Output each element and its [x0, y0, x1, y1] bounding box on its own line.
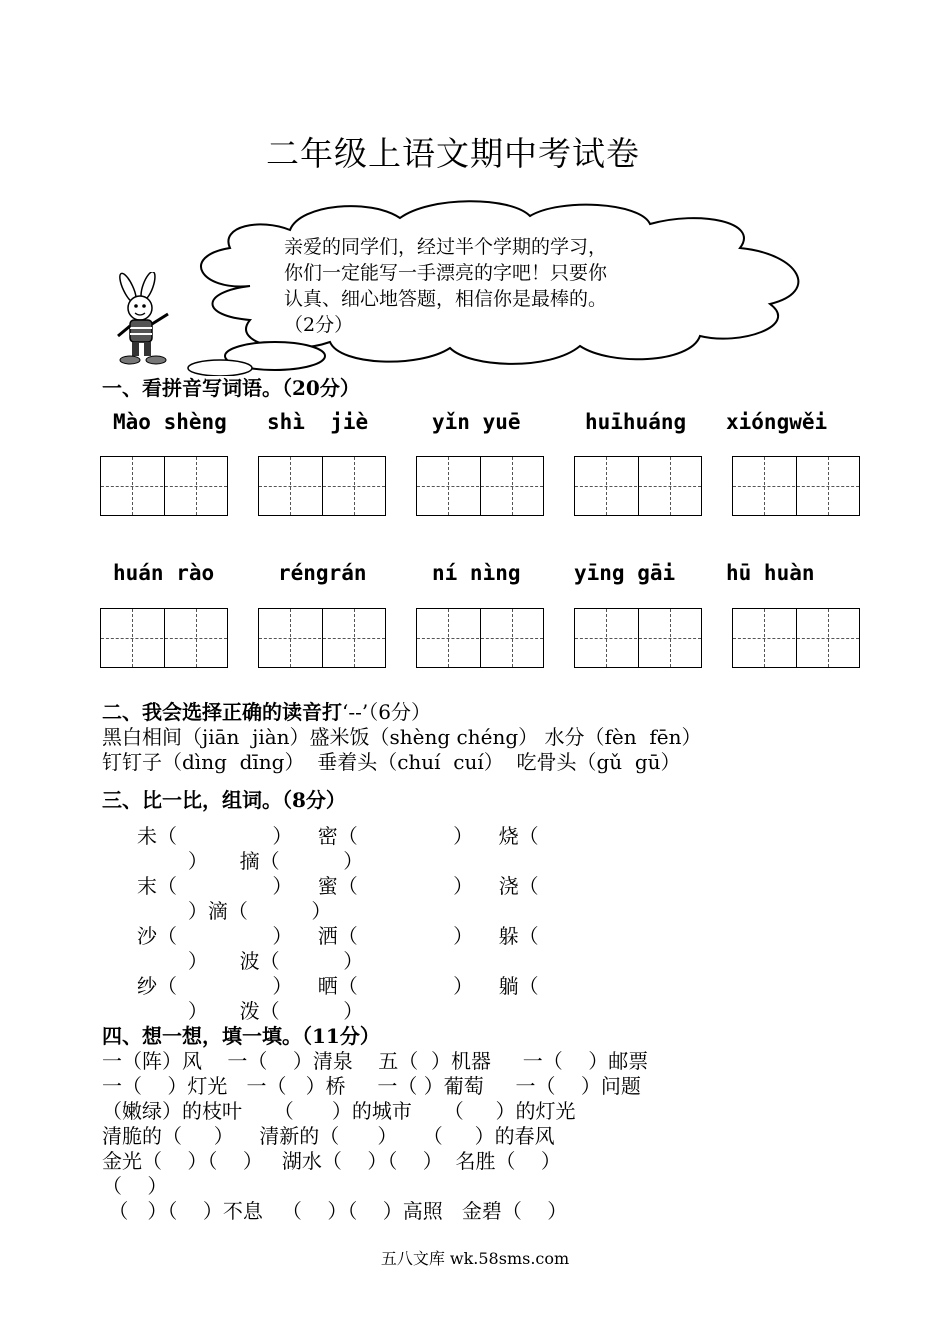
section3-line: ） 摘（ ） [137, 849, 364, 873]
section3-heading: 三、比一比，组词。（8分） [102, 788, 346, 812]
intro-line: 亲爱的同学们，经过半个学期的学习， [284, 236, 608, 258]
section4-line: 清脆的（ ） 清新的（ ） （ ）的春风 [102, 1124, 555, 1148]
footer-watermark: 五八文库 wk.58sms.com [380, 1249, 570, 1268]
writing-grid[interactable] [258, 456, 386, 516]
section3-line: 沙（ ） 洒（ ） 躲（ [137, 924, 539, 948]
pinyin-label: Mào shèng [113, 410, 227, 434]
pinyin-label: ní nìng [432, 561, 521, 585]
intro-line: （2分） [284, 314, 354, 336]
section1-heading: 一、看拼音写词语。（20分） [102, 376, 360, 400]
section4-line: 一（ ）灯光 一（ ）桥 一（ ）葡萄 一（ ）问题 [102, 1074, 641, 1098]
section3-line: ） 泼（ ） [137, 999, 364, 1023]
pinyin-label: yǐn yuē [432, 410, 521, 434]
writing-grid[interactable] [732, 608, 860, 668]
writing-grid[interactable] [100, 608, 228, 668]
section4-line: 一（阵）风 一（ ）清泉 五（ ）机器 一（ ）邮票 [102, 1049, 649, 1073]
pinyin-label: shì jiè [267, 410, 369, 434]
section2-line: 钉钉子（dìng dīng） 垂着头（chuí cuí） 吃骨头（gǔ gū） [102, 750, 681, 774]
rabbit-illustration [108, 272, 182, 366]
section2-line: 黑白相间（jiān jiàn）盛米饭（shèng chéng） 水分（fèn fēn） [102, 725, 702, 749]
intro-message [284, 234, 684, 338]
writing-grid[interactable] [258, 608, 386, 668]
section2-heading-bold: 二、我会选择正确的读音打 [102, 700, 342, 724]
writing-grid[interactable] [574, 456, 702, 516]
section2-heading-rest: ‘--’（6分） [342, 700, 431, 724]
pinyin-label: hū huàn [726, 561, 815, 585]
writing-grid[interactable] [416, 456, 544, 516]
section4-heading: 四、想一想，填一填。（11分） [102, 1024, 380, 1048]
pinyin-label: xióngwěi [726, 410, 828, 434]
writing-grid[interactable] [100, 456, 228, 516]
writing-grid[interactable] [574, 608, 702, 668]
page-title: 二年级上语文期中考试卷 [266, 134, 640, 173]
section3-line: 纱（ ） 晒（ ） 躺（ [137, 974, 539, 998]
section4-line: （嫩绿）的枝叶 （ ）的城市 （ ）的灯光 [102, 1099, 576, 1123]
pinyin-label: huīhuáng [585, 410, 687, 434]
intro-line: 你们一定能写一手漂亮的字吧！只要你 [284, 262, 608, 284]
pinyin-label: yīng gāi [574, 561, 676, 585]
intro-line: 认真、细心地答题，相信你是最棒的。 [284, 288, 608, 310]
writing-grid[interactable] [732, 456, 860, 516]
section3-line: 末（ ） 蜜（ ） 浇（ [137, 874, 539, 898]
section3-line: ） 波（ ） [137, 949, 364, 973]
section4-line: （ ）（ ）不息 （ ）（ ）高照 金碧（ ） [102, 1199, 568, 1223]
pinyin-label: huán rào [113, 561, 215, 585]
section4-line: （ ） [102, 1174, 168, 1198]
pinyin-label: réngrán [278, 561, 367, 585]
section3-line: 未（ ） 密（ ） 烧（ [137, 824, 539, 848]
section4-line: 金光（ ）（ ） 湖水（ ）（ ） 名胜（ ） [102, 1149, 561, 1173]
section3-line: ）滴（ ） [137, 899, 332, 923]
writing-grid[interactable] [416, 608, 544, 668]
